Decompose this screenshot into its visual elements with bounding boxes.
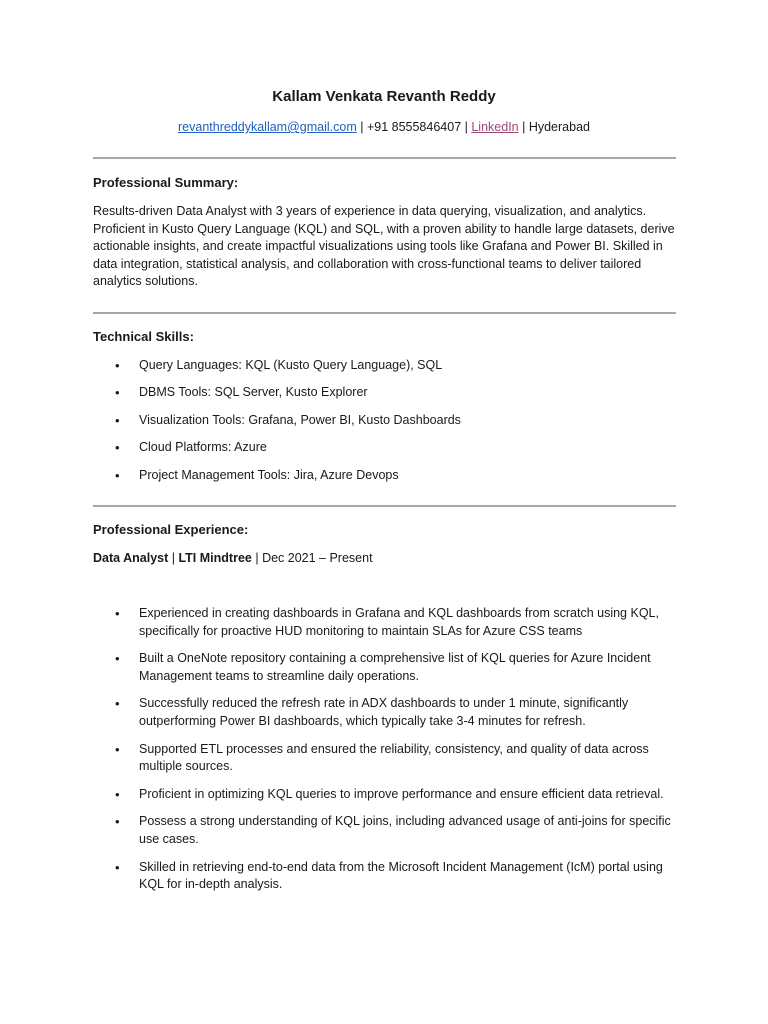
skills-heading: Technical Skills: (93, 329, 194, 344)
experience-item: • Successfully reduced the refresh rate in ADX dashboards to under 1 minute, significantly outperforming Power BI dashboards, which typically take 3-4 minutes for refresh. (93, 695, 676, 730)
summary-text: Results-driven Data Analyst with 3 years of experience in data querying, visualization, and analytics. Proficient in Kusto Query Language (KQL) and SQL, with a proven ability to handle large datasets, derive actionable insights, and create impactful visualizations using tools like Grafana and Power BI. Skilled in data integration, statistical analysis, and collaboration with cross-functional teams to deliver tailored analytics solutions. (93, 204, 675, 289)
experience-heading: Professional Experience: (93, 522, 249, 537)
section-divider (93, 312, 676, 314)
location: Hyderabad (528, 120, 590, 134)
skill-item: • Project Management Tools: Jira, Azure Devops (93, 467, 676, 485)
job-line (93, 551, 373, 565)
job-dates: Dec 2021 – Present (262, 551, 373, 565)
job-title: Data Analyst (93, 551, 169, 565)
experience-item: • Possess a strong understanding of KQL joins, including advanced usage of anti-joins for specific use cases. (93, 813, 676, 848)
experience-list (93, 605, 676, 894)
experience-item: • Experienced in creating dashboards in Grafana and KQL dashboards from scratch using KQL, specifically for proactive HUD monitoring to maintain SLAs for Azure CSS teams (93, 605, 676, 640)
section-divider (93, 157, 676, 159)
experience-item: • Proficient in optimizing KQL queries to improve performance and ensure efficient data retrieval. (93, 786, 676, 804)
job-separator: | (168, 551, 179, 565)
job-separator: | (251, 551, 263, 565)
email-link[interactable]: revanthreddykallam@gmail.com (178, 120, 357, 134)
section-divider (93, 505, 676, 507)
phone-number: +91 8555846407 (366, 120, 462, 134)
experience-item: • Built a OneNote repository containing a comprehensive list of KQL queries for Azure Incident Management teams to streamline daily operations. (93, 650, 676, 685)
summary-heading: Professional Summary: (93, 175, 239, 190)
contact-separator: | (461, 120, 472, 134)
skill-item: • Query Languages: KQL (Kusto Query Language), SQL (93, 357, 676, 375)
skills-list (93, 357, 676, 484)
company-name: LTI Mindtree (178, 551, 252, 565)
experience-item: • Skilled in retrieving end-to-end data from the Microsoft Incident Management (IcM) portal using KQL for in-depth analysis. (93, 859, 676, 894)
skill-item: • Visualization Tools: Grafana, Power BI, Kusto Dashboards (93, 412, 676, 430)
skill-item: • Cloud Platforms: Azure (93, 439, 676, 457)
contact-line (0, 120, 768, 134)
contact-separator: | (356, 120, 367, 134)
candidate-name: Kallam Venkata Revanth Reddy (272, 88, 496, 105)
contact-separator: | (518, 120, 529, 134)
linkedin-link[interactable]: LinkedIn (471, 120, 519, 134)
skill-item: • DBMS Tools: SQL Server, Kusto Explorer (93, 384, 676, 402)
experience-item: • Supported ETL processes and ensured the reliability, consistency, and quality of data across multiple sources. (93, 741, 676, 776)
